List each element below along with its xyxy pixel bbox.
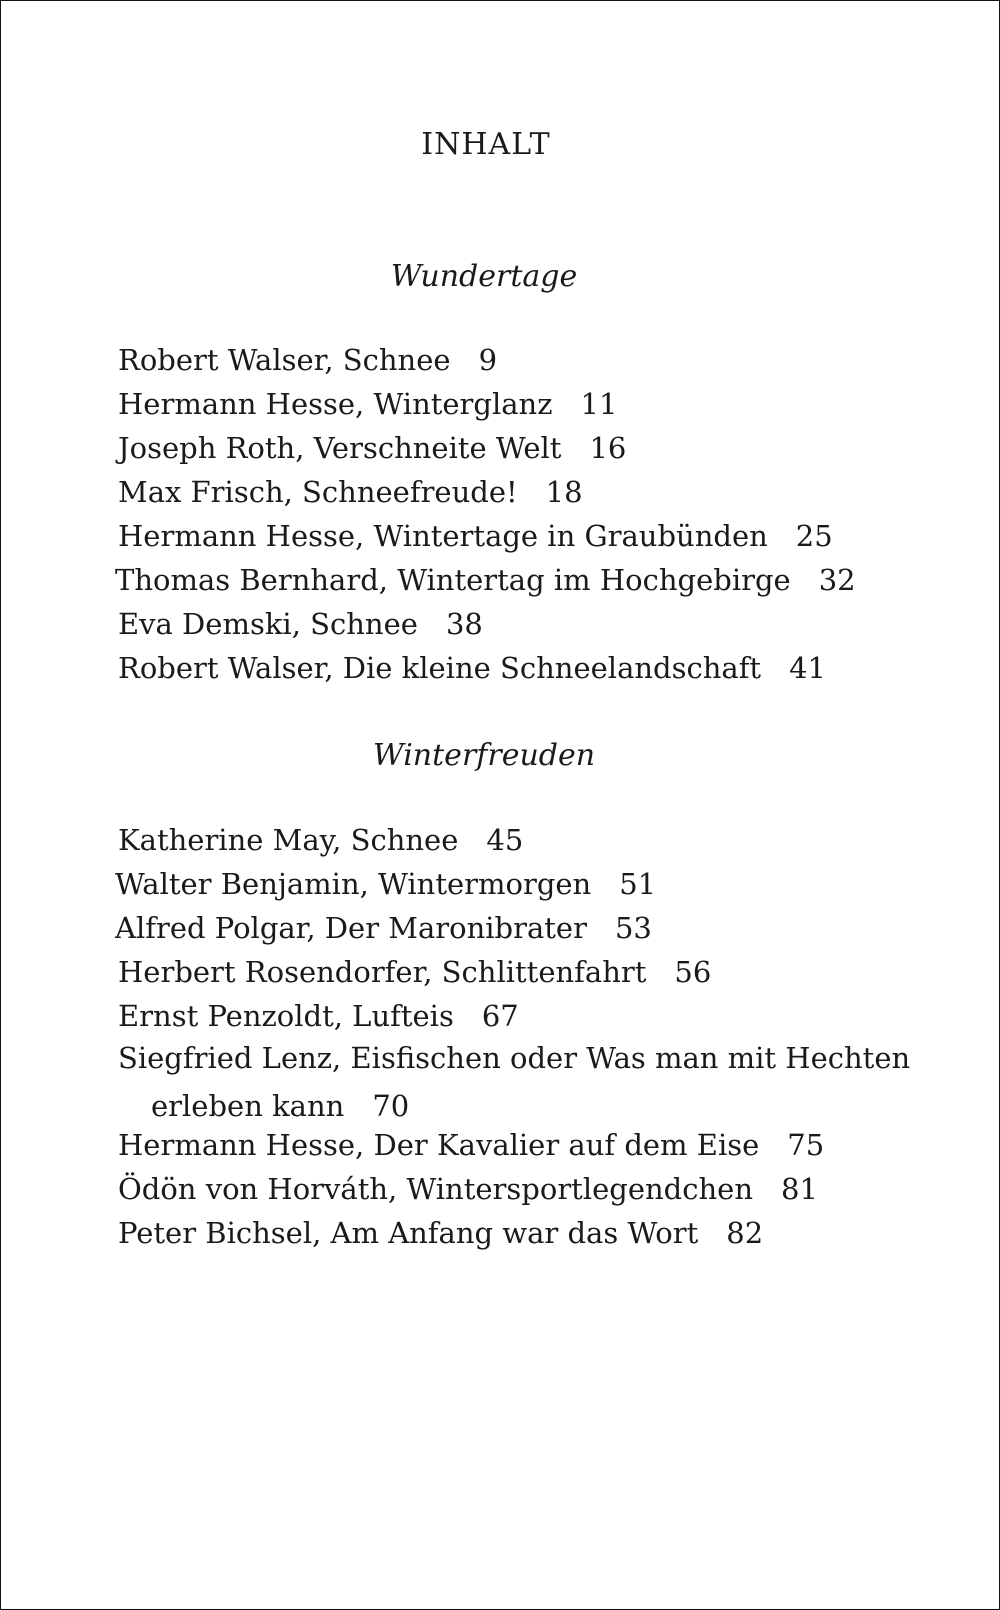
entry-title: Hermann Hesse, Wintertage in Graubünden <box>118 519 768 553</box>
toc-entry <box>118 475 583 509</box>
toc-entry <box>118 343 497 377</box>
toc-entry <box>118 955 711 989</box>
page-title: INHALT <box>421 127 551 162</box>
page-number: 16 <box>589 431 627 465</box>
page-number: 41 <box>789 651 826 685</box>
page-number: 25 <box>795 519 833 553</box>
page-number: 53 <box>614 911 652 945</box>
entry-title: Hermann Hesse, Winterglanz <box>118 387 553 421</box>
entry-title: Ödön von Horváth, Wintersportlegendchen <box>118 1172 753 1206</box>
page-number: 32 <box>818 563 856 597</box>
toc-entry <box>118 823 523 857</box>
page-number: 11 <box>580 387 618 421</box>
page-number: 18 <box>545 475 583 509</box>
toc-entry <box>115 867 656 901</box>
toc-entry <box>118 1172 818 1206</box>
page-number: 81 <box>781 1172 818 1206</box>
toc-entry <box>115 911 652 945</box>
entry-title: Thomas Bernhard, Wintertag im Hochgebirge <box>115 563 791 597</box>
page-number: 51 <box>619 867 657 901</box>
toc-entry <box>118 387 617 421</box>
section-heading-winterfreuden: Winterfreuden <box>372 738 596 773</box>
toc-entry <box>118 1041 910 1123</box>
toc-entry <box>118 1128 824 1162</box>
page-number: 82 <box>726 1216 764 1250</box>
toc-entry <box>118 519 833 553</box>
continuation-text: erleben kann <box>151 1089 345 1123</box>
entry-title: Max Frisch, Schneefreude! <box>118 475 518 509</box>
page-number: 70 <box>372 1089 410 1123</box>
toc-entry <box>118 1216 763 1250</box>
page-number: 75 <box>787 1128 825 1162</box>
toc-entry <box>118 607 483 641</box>
entry-title-continuation <box>118 1089 910 1123</box>
toc-entry <box>118 999 519 1033</box>
entry-title: Robert Walser, Schnee <box>118 343 451 377</box>
entry-title: Alfred Polgar, Der Maronibrater <box>115 911 587 945</box>
page-number: 45 <box>486 823 524 857</box>
entry-title: Joseph Roth, Verschneite Welt <box>118 431 562 465</box>
entry-title: Peter Bichsel, Am Anfang war das Wort <box>118 1216 699 1250</box>
page-number: 56 <box>674 955 712 989</box>
entry-title: Robert Walser, Die kleine Schneelandschaft <box>118 651 762 685</box>
toc-entry <box>118 431 626 465</box>
entry-title: Ernst Penzoldt, Lufteis <box>118 999 454 1033</box>
section-heading-wundertage: Wundertage <box>390 259 578 294</box>
page-number: 38 <box>445 607 483 641</box>
page-number: 67 <box>481 999 519 1033</box>
toc-entry <box>115 563 856 597</box>
page-number: 9 <box>478 343 498 377</box>
toc-entry <box>118 651 826 685</box>
entry-title: Siegfried Lenz, Eisfischen oder Was man mit Hechten <box>118 1041 911 1075</box>
entry-title: Herbert Rosendorfer, Schlittenfahrt <box>118 955 647 989</box>
entry-title: Katherine May, Schnee <box>118 823 459 857</box>
entry-title: Eva Demski, Schnee <box>118 607 418 641</box>
entry-title: Hermann Hesse, Der Kavalier auf dem Eise <box>118 1128 760 1162</box>
entry-title: Walter Benjamin, Wintermorgen <box>115 867 592 901</box>
